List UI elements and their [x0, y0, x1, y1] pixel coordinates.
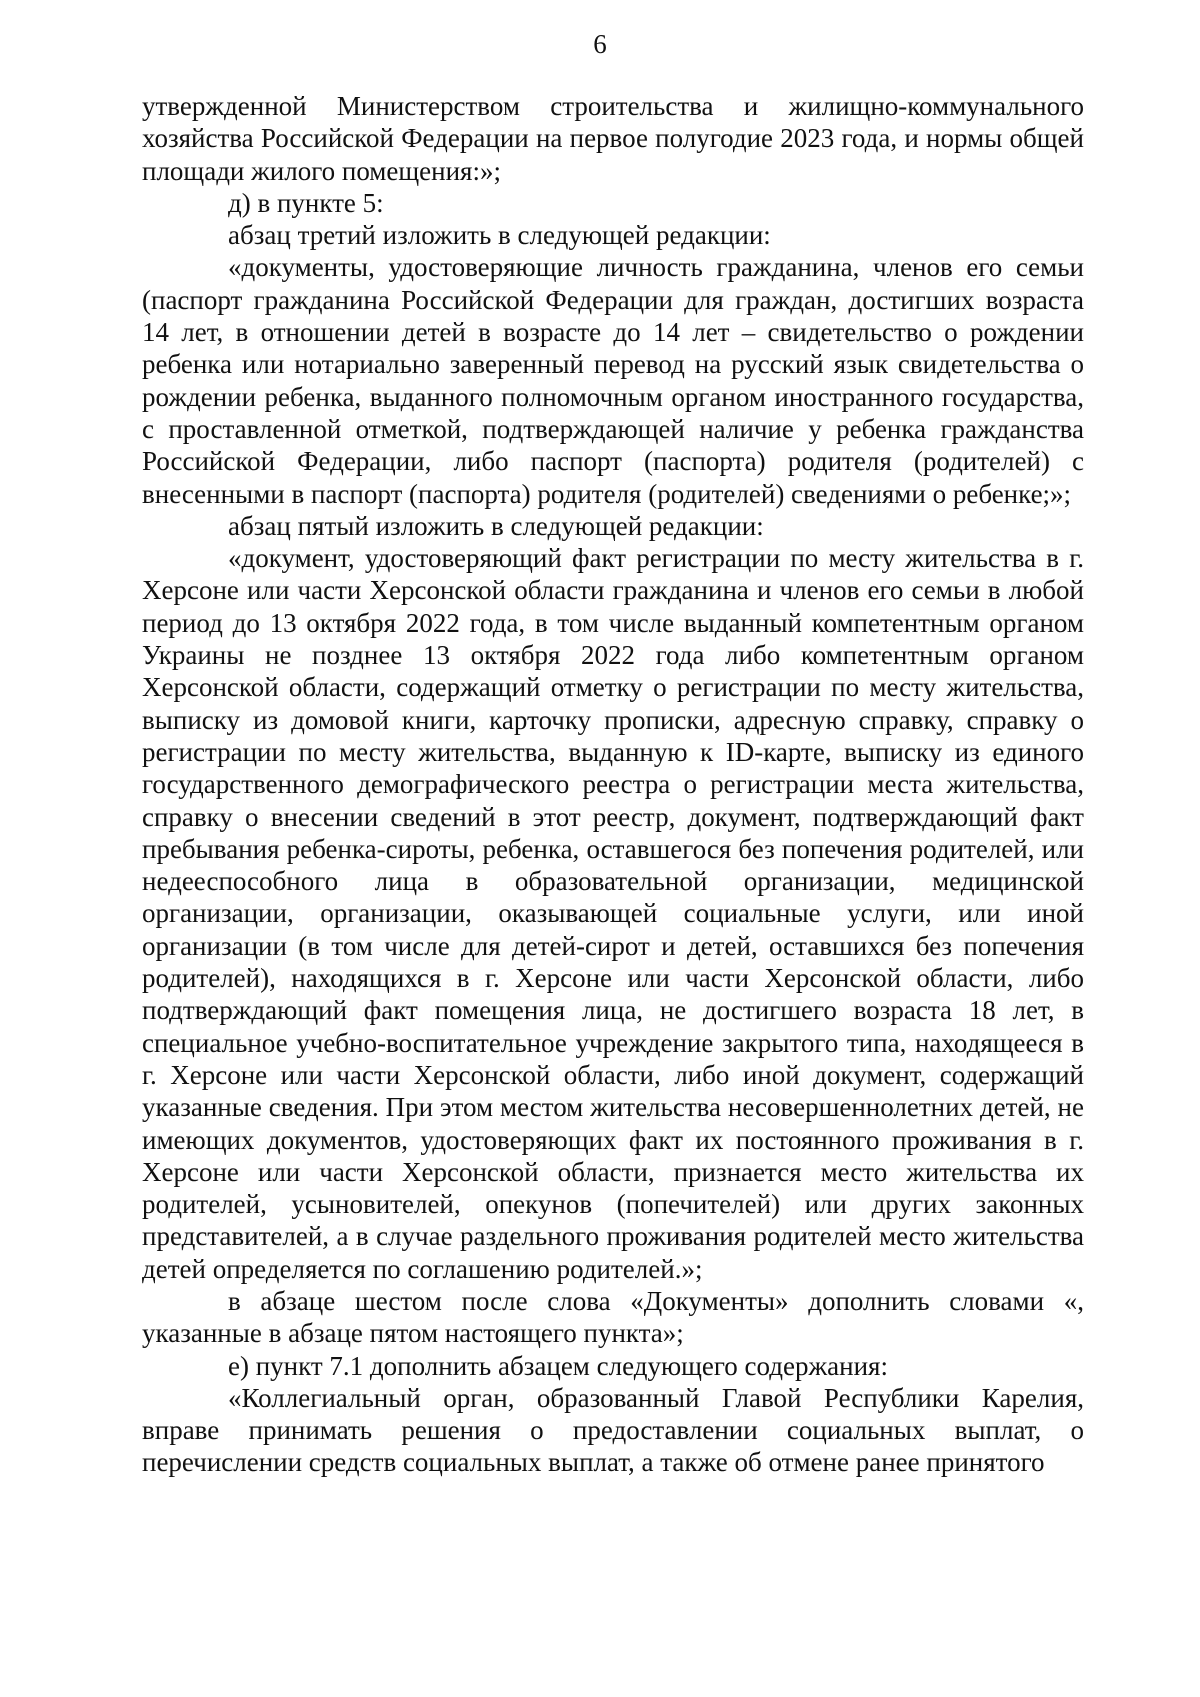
paragraph-registration-document: «документ, удостоверяющий факт регистрации по месту жительства в г. Херсоне или части Херсонской области гражданина и членов его семьи в любой период до 13 октября 2022 года, в том числе выданный компетентным органом Украины не позднее 13 октября 2022 года либо компетентным органом Херсонской области, содержащий отметку о регистрации по месту жительства, выписку из домовой книги, карточку прописки, адресную справку, справку о регистрации по месту жительства, выданную к ID-карте, выписку из единого государственного демографического реестра о регистрации места жительства, справку о внесении сведений в этот реестр, документ, подтверждающий факт пребывания ребенка-сироты, ребенка, оставшегося без попечения родителей, или недееспособного лица в образовательной организации, медицинской организации, организации, оказывающей социальные услуги, или иной организации (в том числе для детей-сирот и детей, оставшихся без попечения родителей), находящихся в г. Херсоне или части Херсонской области, либо подтверждающий факт помещения лица, не достигшего возраста 18 лет, в специальное учебно-воспитательное учреждение закрытого типа, находящееся в г. Херсоне или части Херсонской области, либо иной документ, содержащий указанные сведения. При этом местом жительства несовершеннолетних детей, не имеющих документов, удостоверяющих факт их постоянного проживания в г. Херсоне или части Херсонской области, признается место жительства их родителей, усыновителей, опекунов (попечителей) или других законных представителей, а в случае раздельного проживания родителей место жительства детей определяется по соглашению родителей.»; [142, 543, 1084, 1284]
paragraph-amend-sixth: в абзаце шестом после слова «Документы» дополнить словами «, указанные в абзаце пятом настоящего пункта»; [142, 1285, 1084, 1349]
paragraph-item-e: е) пункт 7.1 дополнить абзацем следующего содержания: [228, 1350, 888, 1381]
paragraph-amend-third: абзац третий изложить в следующей редакции: [228, 220, 771, 251]
document-body [142, 90, 1084, 1479]
paragraph-item-d: д) в пункте 5: [228, 187, 384, 218]
paragraph-identity-documents: «документы, удостоверяющие личность гражданина, членов его семьи (паспорт гражданина Российской Федерации для граждан, достигших возраста 14 лет, в отношении детей в возрасте до 14 лет – свидетельство о рождении ребенка или нотариально заверенный перевод на русский язык свидетельства о рождении ребенка, выданного полномочным органом иностранного государства, с проставленной отметкой, подтверждающей наличие у ребенка гражданства Российской Федерации, либо паспорт (паспорта) родителя (родителей) с внесенными в паспорт (паспорта) родителя (родителей) сведениями о ребенке;»; [142, 252, 1084, 509]
paragraph-collegial-body: «Коллегиальный орган, образованный Главой Республики Карелия, вправе принимать решения о предоставлении социальных выплат, о перечислении средств социальных выплат, а также об отмене ранее принятого [142, 1382, 1084, 1478]
paragraph-amend-fifth: абзац пятый изложить в следующей редакции: [228, 510, 764, 541]
paragraph-continuation: утвержденной Министерством строительства и жилищно-коммунального хозяйства Российской Федерации на первое полугодие 2023 года, и нормы общей площади жилого помещения:»; [142, 91, 1084, 186]
page-number: 6 [593, 29, 607, 59]
